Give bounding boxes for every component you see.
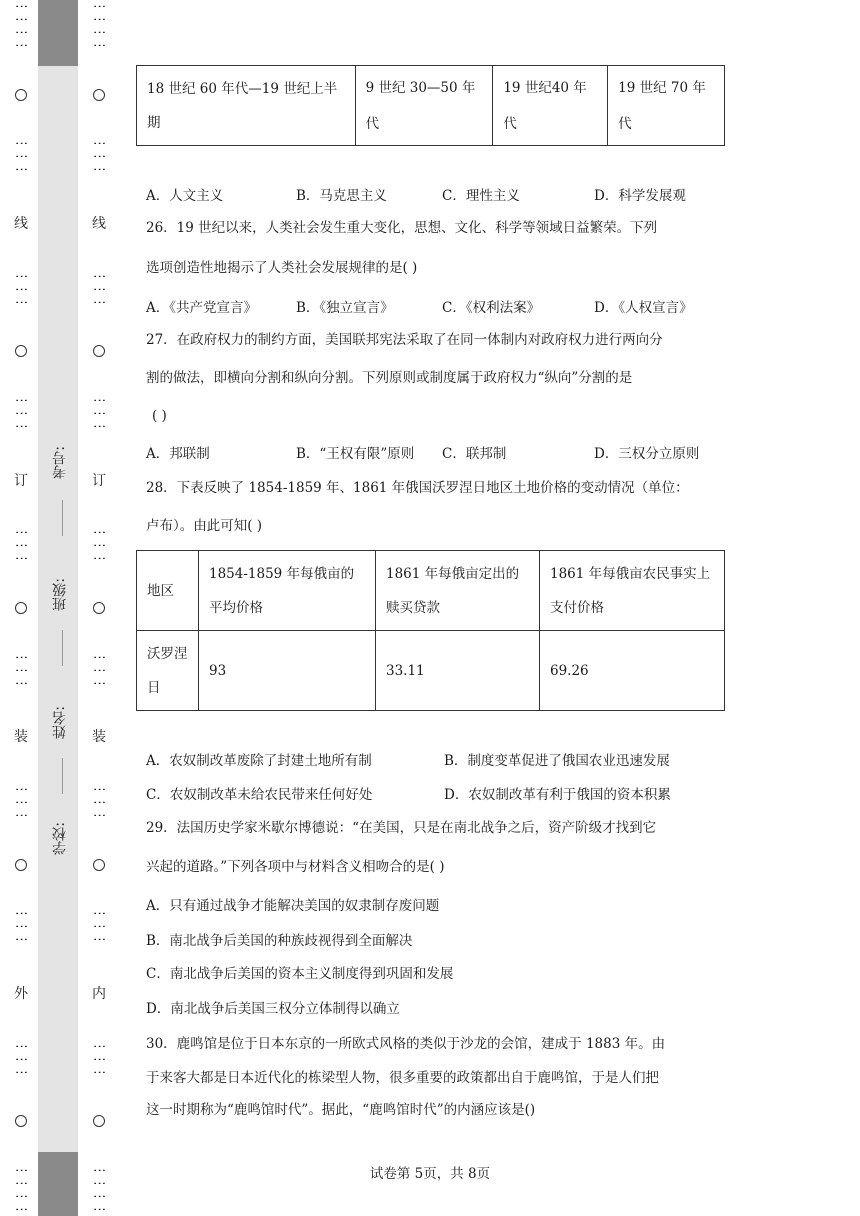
binding-strip-top-block — [38, 0, 78, 66]
field-number-line — [62, 500, 63, 536]
question-30-line3: 这一时期称为“鹿鸣馆时代”。据此，“鹿鸣馆时代”的内涵应该是() — [146, 1102, 536, 1118]
option-b[interactable]: B．南北战争后美国的种族歧视得到全面解决 — [146, 933, 413, 949]
land-price-table — [136, 550, 725, 711]
option-a[interactable]: A．《共产党宣言》 — [146, 300, 257, 316]
binding-hole-icon — [93, 89, 105, 101]
question-29-line1: 29．法国历史学家米歇尔博德说：“在美国，只是在南北战争之后，资产阶级才找到它 — [146, 820, 657, 836]
margin-mark-zhuang: 装 — [14, 729, 28, 746]
question-28-line1: 28．下表反映了 1854-1859 年、1861 年俄国沃罗涅日地区土地价格的变动情况（单位： — [146, 480, 689, 496]
binding-hole-icon — [15, 345, 27, 357]
margin-mark-wai: 外 — [14, 985, 28, 1002]
option-c[interactable]: C．南北战争后美国的资本主义制度得到巩固和发展 — [146, 966, 454, 982]
table-header-cell: 1861 年每俄亩农民事实上支付价格 — [540, 551, 725, 631]
margin-mark-nei: 内 — [92, 985, 106, 1002]
table-header-cell: 地区 — [137, 551, 199, 631]
field-school-label: 学校: — [52, 822, 68, 855]
margin-mark-xian: 线 — [14, 215, 28, 232]
option-b[interactable]: B．马克思主义 — [296, 188, 387, 204]
question-27-line2: 割的做法，即横向分割和纵向分割。下列原则或制度属于政府权力“纵向”分割的是 — [146, 370, 633, 386]
question-27-line1: 27．在政府权力的制约方面，美国联邦宪法采取了在同一体制内对政府权力进行两向分 — [146, 332, 663, 348]
option-b[interactable]: B．《独立宣言》 — [296, 300, 394, 316]
margin-mark-xian: 线 — [92, 215, 106, 232]
field-class-label: 班级: — [52, 578, 68, 611]
option-a[interactable]: A．邦联制 — [146, 446, 210, 462]
outer-binding-line: ⋮⋮⋮⋮ ⋮⋮⋮ 线 ⋮⋮⋮ ⋮⋮⋮ 订 ⋮⋮⋮ ⋮⋮⋮ 装 ⋮⋮⋮ ⋮⋮⋮ 外 ⋮⋮⋮ ⋮⋮⋮⋮ — [13, 0, 29, 1216]
option-c[interactable]: C．联邦制 — [442, 446, 507, 462]
option-c[interactable]: C．《权利法案》 — [442, 300, 541, 316]
binding-hole-icon — [93, 859, 105, 871]
field-number-label: 考号: — [52, 446, 68, 479]
field-name-label: 姓名: — [52, 706, 68, 739]
question-28-line2: 卢布）。由此可知( ) — [146, 518, 263, 534]
question-27-line3: ( ) — [152, 408, 167, 424]
page-footer: 试卷第 5页，共 8页 — [369, 1166, 491, 1182]
table-cell: 33.11 — [376, 631, 540, 711]
binding-hole-icon — [15, 89, 27, 101]
option-a[interactable]: A．只有通过战争才能解决美国的奴隶制存废问题 — [146, 898, 440, 914]
option-d[interactable]: D．农奴制改革有利于俄国的资本积累 — [444, 787, 671, 803]
option-d[interactable]: D．《人权宣言》 — [594, 300, 693, 316]
binding-hole-icon — [15, 1115, 27, 1127]
inner-binding-line: ⋮⋮⋮⋮ ⋮⋮⋮ 线 ⋮⋮⋮ ⋮⋮⋮ 订 ⋮⋮⋮ ⋮⋮⋮ 装 ⋮⋮⋮ ⋮⋮⋮ 内 ⋮⋮⋮ ⋮⋮⋮⋮ — [91, 0, 107, 1216]
binding-hole-icon — [15, 602, 27, 614]
option-d[interactable]: D．科学发展观 — [594, 188, 686, 204]
margin-mark-ding: 订 — [92, 472, 106, 489]
binding-hole-icon — [93, 602, 105, 614]
option-d[interactable]: D．三权分立原则 — [594, 446, 700, 462]
table-cell: 18 世纪 60 年代—19 世纪上半期 — [137, 66, 356, 146]
binding-hole-icon — [93, 1115, 105, 1127]
field-name-line — [62, 758, 63, 794]
field-class-line — [62, 630, 63, 666]
question-29-line2: 兴起的道路。”下列各项中与材料含义相吻合的是( ) — [146, 859, 445, 875]
option-a[interactable]: A．人文主义 — [146, 188, 224, 204]
option-c[interactable]: C．农奴制改革未给农民带来任何好处 — [146, 787, 373, 803]
option-d[interactable]: D．南北战争后美国三权分立体制得以确立 — [146, 1001, 400, 1017]
table-cell: 19 世纪40 年代 — [493, 66, 608, 146]
table-cell: 69.26 — [540, 631, 725, 711]
option-b[interactable]: B．“王权有限”原则 — [296, 446, 415, 462]
binding-hole-icon — [15, 859, 27, 871]
option-a[interactable]: A．农奴制改革废除了封建土地所有制 — [146, 753, 372, 769]
question-30-line1: 30．鹿鸣馆是位于日本东京的一所欧式风格的类似于沙龙的会馆，建成于 1883 年。由 — [146, 1036, 666, 1052]
table-cell: 9 世纪 30—50 年代 — [355, 66, 493, 146]
table-header-cell: 1854-1859 年每俄亩的平均价格 — [199, 551, 376, 631]
table-header-cell: 1861 年每俄亩定出的赎买贷款 — [376, 551, 540, 631]
question-26-line1: 26．19 世纪以来，人类社会发生重大变化，思想、文化、科学等领域日益繁荣。下列 — [146, 220, 658, 236]
era-table — [136, 65, 725, 146]
table-cell: 93 — [199, 631, 376, 711]
margin-mark-ding: 订 — [14, 472, 28, 489]
option-b[interactable]: B．制度变革促进了俄国农业迅速发展 — [444, 753, 670, 769]
question-26-line2: 选项创造性地揭示了人类社会发展规律的是( ) — [146, 260, 418, 276]
question-30-line2: 于来客大都是日本近代化的栋梁型人物，很多重要的政策都出自于鹿鸣馆，于是人们把 — [146, 1070, 659, 1086]
option-c[interactable]: C．理性主义 — [442, 188, 520, 204]
binding-hole-icon — [93, 345, 105, 357]
table-cell: 19 世纪 70 年代 — [608, 66, 725, 146]
margin-mark-zhuang: 装 — [92, 729, 106, 746]
table-cell: 沃罗涅日 — [137, 631, 199, 711]
